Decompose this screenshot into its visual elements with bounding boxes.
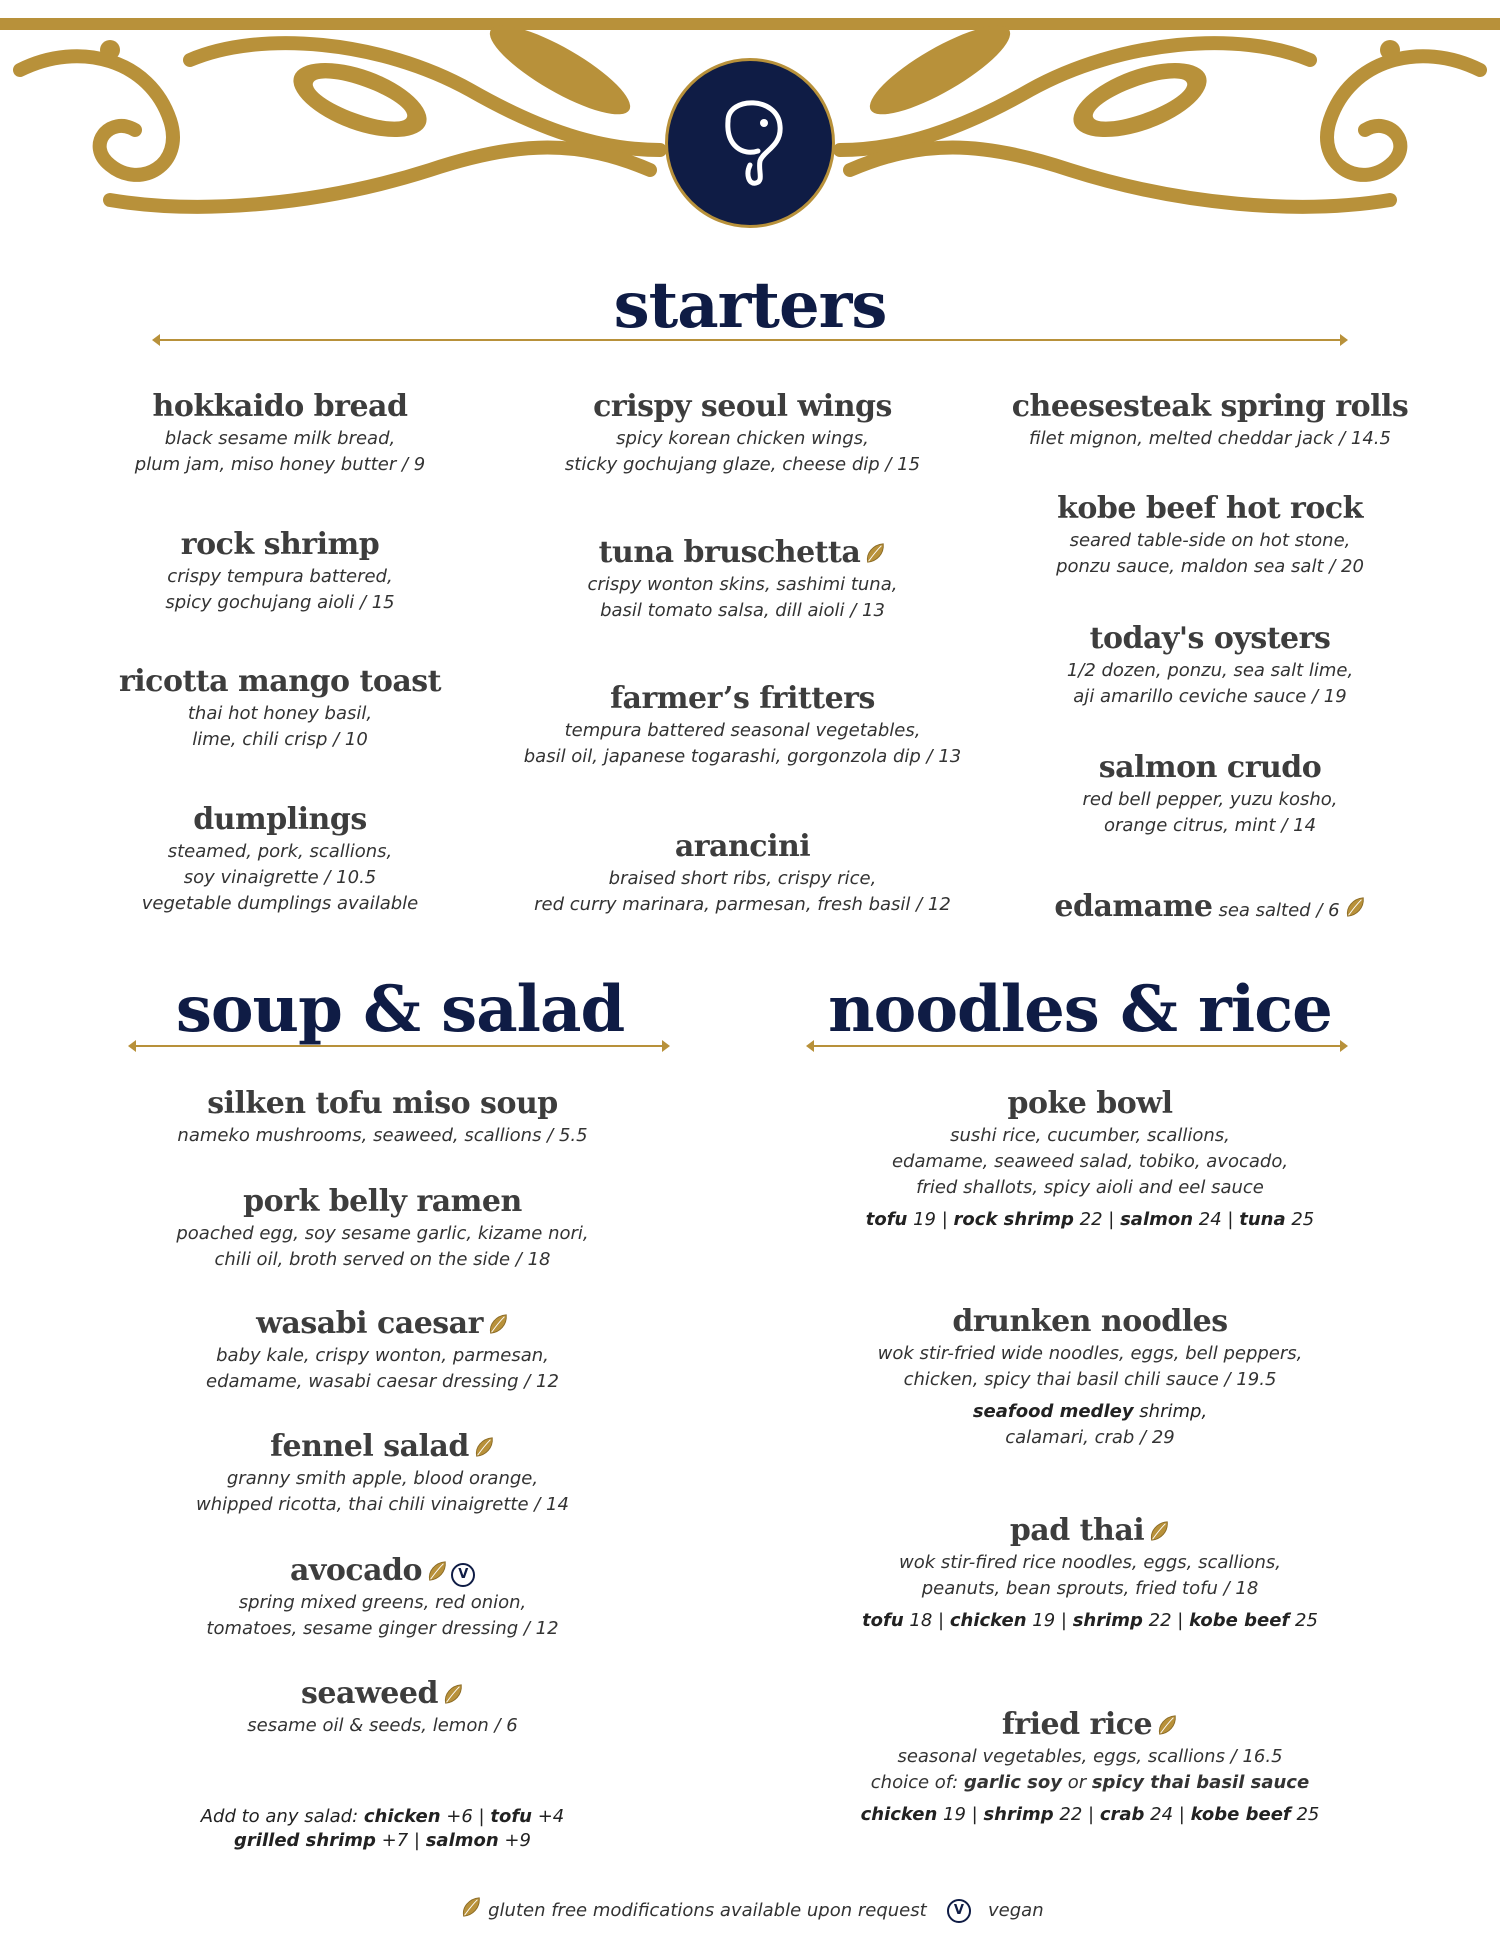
item-description: braised short ribs, crispy rice, xyxy=(608,868,877,889)
option-name: shrimp xyxy=(983,1804,1054,1825)
item-description: spicy korean chicken wings, xyxy=(616,428,869,449)
item-name: wasabi caesar xyxy=(256,1306,483,1341)
menu-item xyxy=(140,1085,625,1149)
item-description: orange citrus, mint / 14 xyxy=(1103,815,1317,836)
item-description: sea salted / 6 xyxy=(1218,900,1340,921)
addon-prefix: Add to any salad: xyxy=(200,1806,359,1827)
item-description: ponzu sauce, maldon sea salt / 20 xyxy=(1056,556,1364,577)
item-name: today's oysters xyxy=(1089,621,1331,656)
option-name: tofu xyxy=(862,1610,904,1631)
option-price: 18 | xyxy=(909,1610,945,1631)
item-description: whipped ricotta, thai chili vinaigrette / 14 xyxy=(196,1494,569,1515)
menu-item xyxy=(820,1512,1360,1634)
item-description: crispy wonton skins, sashimi tuna, xyxy=(587,574,898,595)
item-description: crispy tempura battered, xyxy=(167,566,393,587)
option-description: shrimp, xyxy=(1139,1401,1208,1422)
item-description: wok stir-fried wide noodles, eggs, bell peppers, xyxy=(877,1343,1303,1364)
gluten-free-icon xyxy=(1344,896,1366,918)
option-name: shrimp xyxy=(1072,1610,1143,1631)
item-description: spring mixed greens, red onion, xyxy=(238,1592,527,1613)
menu-item xyxy=(1000,490,1420,580)
addon-name: salmon xyxy=(425,1830,499,1851)
item-name: seaweed xyxy=(301,1676,438,1711)
option-price: 19 | xyxy=(1032,1610,1073,1631)
item-description: peanuts, bean sprouts, fried tofu / 18 xyxy=(921,1578,1259,1599)
item-description: black sesame milk bread, xyxy=(164,428,396,449)
menu-item xyxy=(1000,620,1420,710)
item-description: sesame oil & seeds, lemon / 6 xyxy=(247,1715,518,1736)
option-price: 19 | xyxy=(943,1804,978,1825)
option-price: 24 | xyxy=(1144,1804,1191,1825)
item-description: chili oil, broth served on the side / 18 xyxy=(214,1249,551,1270)
item-name: pork belly ramen xyxy=(243,1184,522,1219)
option-price: 22 | xyxy=(1079,1209,1115,1230)
option-name: kobe beef xyxy=(1189,1610,1290,1631)
menu-item xyxy=(490,680,995,770)
menu-item xyxy=(140,1428,625,1518)
gluten-free-icon xyxy=(473,1436,495,1458)
option-description: calamari, crab / 29 xyxy=(1005,1427,1175,1448)
addon-name: chicken xyxy=(363,1806,441,1827)
option-price: 25 xyxy=(1296,1804,1320,1825)
item-description: poached egg, soy sesame garlic, kizame nori, xyxy=(176,1223,589,1244)
item-name: dumplings xyxy=(193,802,367,837)
gluten-free-note: gluten free modifications available upon request xyxy=(488,1900,927,1921)
item-description: seared table-side on hot stone, xyxy=(1069,530,1351,551)
menu-item xyxy=(1000,888,1420,930)
menu-item xyxy=(140,1305,625,1395)
choice-option: garlic soy xyxy=(963,1772,1062,1793)
choice-separator: or xyxy=(1067,1772,1087,1793)
price-options xyxy=(820,1207,1360,1233)
addon-name: tofu xyxy=(490,1806,532,1827)
option-price: 24 | xyxy=(1198,1209,1234,1230)
item-description: edamame, wasabi caesar dressing / 12 xyxy=(206,1371,559,1392)
item-description: lime, chili crisp / 10 xyxy=(192,729,368,750)
legend xyxy=(0,1896,1500,1923)
item-name: tuna bruschetta xyxy=(598,535,861,570)
item-description: wok stir-fired rice noodles, eggs, scallions, xyxy=(899,1552,1281,1573)
item-name: drunken noodles xyxy=(952,1304,1228,1339)
item-name: pad thai xyxy=(1009,1513,1145,1548)
gluten-free-icon xyxy=(426,1560,448,1582)
item-name: crispy seoul wings xyxy=(593,389,892,424)
item-description: baby kale, crispy wonton, parmesan, xyxy=(216,1345,549,1366)
option-name: chicken xyxy=(949,1610,1027,1631)
item-description: soy vinaigrette / 10.5 xyxy=(183,867,377,888)
menu-item xyxy=(1000,749,1420,839)
item-name: rock shrimp xyxy=(180,527,380,562)
item-description: basil tomato salsa, dill aioli / 13 xyxy=(600,600,885,621)
menu-item xyxy=(140,1675,625,1739)
addon-price: +4 xyxy=(537,1806,565,1827)
item-description: red curry marinara, parmesan, fresh basil / 12 xyxy=(534,894,951,915)
gluten-free-icon xyxy=(460,1896,482,1918)
item-description: sushi rice, cucumber, scallions, xyxy=(950,1125,1230,1146)
item-name: farmer’s fritters xyxy=(610,681,875,716)
option-price: 25 xyxy=(1285,1209,1315,1230)
item-description: plum jam, miso honey butter / 9 xyxy=(134,454,426,475)
item-name: fennel salad xyxy=(270,1429,469,1464)
item-description: aji amarillo ceviche sauce / 19 xyxy=(1073,686,1347,707)
starters-title: starters xyxy=(613,268,887,343)
gluten-free-icon xyxy=(487,1313,509,1335)
item-name: silken tofu miso soup xyxy=(207,1086,558,1121)
noodles-rice-title: noodles & rice xyxy=(828,972,1332,1047)
vegan-icon: V xyxy=(451,1563,475,1587)
starters-divider xyxy=(152,334,1348,346)
item-description: nameko mushrooms, seaweed, scallions / 5.5 xyxy=(177,1125,588,1146)
item-name: hokkaido bread xyxy=(152,389,408,424)
gluten-free-icon xyxy=(1148,1520,1170,1542)
item-description: red bell pepper, yuzu kosho, xyxy=(1082,789,1338,810)
price-options xyxy=(820,1802,1360,1828)
option-price: 19 | xyxy=(913,1209,948,1230)
item-name: arancini xyxy=(674,829,811,864)
option-name: tofu xyxy=(865,1209,908,1230)
item-description: granny smith apple, blood orange, xyxy=(226,1468,539,1489)
option-name: kobe beef xyxy=(1190,1804,1291,1825)
addon-price: +7 | xyxy=(381,1830,420,1851)
item-name: fried rice xyxy=(1001,1707,1153,1742)
menu-item xyxy=(1000,388,1420,452)
menu-item xyxy=(140,1183,625,1273)
item-name: cheesesteak spring rolls xyxy=(1011,389,1409,424)
choice-label: choice of: xyxy=(870,1772,959,1793)
item-name: salmon crudo xyxy=(1098,750,1322,785)
item-name: kobe beef hot rock xyxy=(1057,491,1363,526)
item-description: vegetable dumplings available xyxy=(141,893,419,914)
logo xyxy=(665,58,835,228)
item-description: basil oil, japanese togarashi, gorgonzola dip / 13 xyxy=(523,746,962,767)
item-description: fried shallots, spicy aioli and eel sauce xyxy=(916,1177,1264,1198)
item-description: sticky gochujang glaze, cheese dip / 15 xyxy=(564,454,921,475)
menu-item xyxy=(820,1706,1360,1828)
gluten-free-icon xyxy=(442,1683,464,1705)
item-description: tempura battered seasonal vegetables, xyxy=(564,720,921,741)
menu-item xyxy=(500,828,985,918)
menu-item xyxy=(500,388,985,478)
option-name: rock shrimp xyxy=(953,1209,1074,1230)
item-description: tomatoes, sesame ginger dressing / 12 xyxy=(206,1618,559,1639)
menu-item xyxy=(80,526,480,616)
menu-item xyxy=(820,1085,1360,1233)
menu-item xyxy=(500,534,985,624)
option-price: 25 xyxy=(1295,1610,1318,1631)
option-name: seafood medley xyxy=(972,1401,1134,1422)
item-description: spicy gochujang aioli / 15 xyxy=(165,592,395,613)
elephant-icon xyxy=(668,61,832,225)
soup-salad-title: soup & salad xyxy=(175,972,625,1047)
option-name: chicken xyxy=(860,1804,938,1825)
item-description: chicken, spicy thai basil chili sauce / 19.5 xyxy=(903,1369,1277,1390)
addon-name: grilled shrimp xyxy=(234,1830,376,1851)
item-description: steamed, pork, scallions, xyxy=(167,841,393,862)
vegan-note: vegan xyxy=(988,1900,1044,1921)
gluten-free-icon xyxy=(1156,1714,1178,1736)
option-name: crab xyxy=(1099,1804,1145,1825)
option-name: tuna xyxy=(1239,1209,1286,1230)
item-description: edamame, seaweed salad, tobiko, avocado, xyxy=(891,1151,1289,1172)
addon-price: +6 | xyxy=(446,1806,485,1827)
item-name: ricotta mango toast xyxy=(118,664,442,699)
salad-addons xyxy=(140,1805,625,1853)
soup-salad-divider xyxy=(128,1040,670,1052)
menu-item xyxy=(820,1303,1360,1451)
menu-item xyxy=(80,663,480,753)
menu-item xyxy=(80,801,480,917)
choice-option: spicy thai basil sauce xyxy=(1091,1772,1310,1793)
price-options xyxy=(820,1608,1360,1634)
option-price: 22 | xyxy=(1059,1804,1095,1825)
item-description: thai hot honey basil, xyxy=(187,703,373,724)
option-price: 22 | xyxy=(1148,1610,1184,1631)
menu-item xyxy=(140,1552,625,1642)
option-name: salmon xyxy=(1120,1209,1194,1230)
menu-item xyxy=(80,388,480,478)
vegan-icon: V xyxy=(947,1899,971,1923)
item-name: avocado xyxy=(289,1553,423,1588)
item-name: edamame xyxy=(1054,889,1213,924)
item-name: poke bowl xyxy=(1007,1086,1173,1121)
item-description: filet mignon, melted cheddar jack / 14.5 xyxy=(1029,428,1391,449)
addon-price: +9 xyxy=(504,1830,531,1851)
gluten-free-icon xyxy=(864,542,886,564)
noodles-rice-divider xyxy=(806,1040,1348,1052)
item-description: seasonal vegetables, eggs, scallions / 16.5 xyxy=(897,1746,1283,1767)
item-description: 1/2 dozen, ponzu, sea salt lime, xyxy=(1066,660,1354,681)
